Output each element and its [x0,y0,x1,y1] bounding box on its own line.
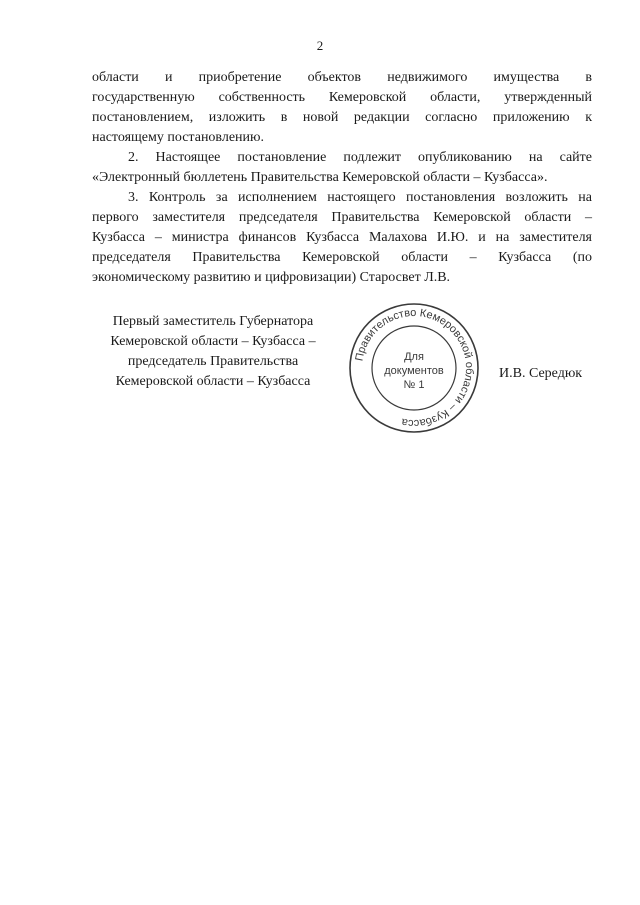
text-line: Кузбасса – министра финансов Кузбасса Малахова И.Ю. и на заместителя [92,230,592,245]
text-line: 2. Настоящее постановление подлежит опубликованию на сайте [128,150,592,165]
paragraph-3 [92,188,592,288]
signatory-position [88,312,338,392]
stamp-center-line: № 1 [403,379,425,391]
stamp-ring-text-path: Правительство Кемеровской области – Кузбасса [353,306,476,430]
position-line: Кемеровской области – Кузбасса – [110,334,316,349]
position-line: Первый заместитель Губернатора [112,314,314,329]
stamp-center-line: Для [404,351,424,363]
text-line: государственную собственность Кемеровской области, утвержденный [92,90,592,105]
position-line: председатель Правительства [127,354,299,369]
text-line: настоящему постановлению. [92,130,264,145]
text-line: области и приобретение объектов недвижимого имущества в [92,70,592,85]
text-line: «Электронный бюллетень Правительства Кемеровской области – Кузбасса». [92,170,548,185]
paragraph-1 [92,68,592,148]
stamp-center-line: документов [384,365,444,377]
text-line: председателя Правительства Кемеровской области – Кузбасса (по [92,250,592,265]
text-line: первого заместителя председателя Правительства Кемеровской области – [92,210,592,225]
text-line: экономическому развитию и цифровизации) Старосвет Л.В. [92,270,451,285]
official-stamp [346,300,482,436]
signer-name: И.В. Середюк [499,366,583,381]
text-line: постановлением, изложить в новой редакции согласно приложению к [92,110,592,125]
page-number: 2 [316,38,324,53]
position-line: Кемеровской области – Кузбасса [115,374,311,389]
paragraph-2 [92,148,592,188]
text-line: 3. Контроль за исполнением настоящего постановления возложить на [128,190,592,205]
